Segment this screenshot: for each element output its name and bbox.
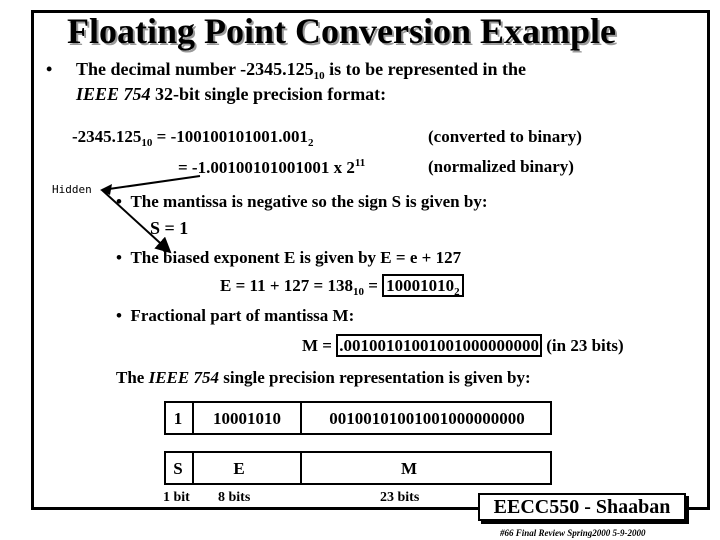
slide-footnote: #66 Final Review Spring2000 5-9-2000 [500,528,646,538]
mantissa-label: M [400,459,418,478]
arrow-to-leading-one [102,176,200,190]
exponent-calculation: $E = 11 + 127 = 138_{10} = 10001010_2$ [220,276,464,298]
sign-label: S [173,459,183,478]
sign-width-label: 1 bit [163,490,190,505]
mantissa-calculation: M = .00100101001001000000000 (in 23 bits) [302,336,624,355]
sign-value: S = 1 [150,218,189,238]
bullet-biased-exponent: • The biased exponent E is given by E = e + 127 [116,248,462,267]
intro-line-1: The decimal number $-2345.125_{10}$ is to be represented in the [76,59,526,82]
bullet-mantissa-sign: • The mantissa is negative so the sign S is given by: [116,192,488,211]
exponent-boxed-value: $10001010_2$ [382,274,464,297]
conversion-note-binary: (converted to binary) [428,127,582,146]
mantissa-width-label: 23 bits [380,490,420,505]
slide-title: Floating Point Conversion Example [67,11,617,51]
bullet-marker: • [46,59,53,79]
conversion-normalized: = -1.00100101001001 x $2^{11}$ [178,157,366,177]
intro-line-2: IEEE 754 32-bit single precision format: [76,84,387,104]
mantissa-boxed-value: .00100101001001000000000 [336,334,542,357]
exponent-bits-value: 10001010 [213,409,281,428]
mantissa-bits-value: 00100101001001000000000 [329,409,525,428]
exponent-label: E [233,459,245,478]
bullet-fractional: • Fractional part of mantissa M: [116,306,355,325]
sign-bit-value: 1 [173,409,183,428]
hidden-bit-label: Hidden [52,183,92,196]
course-label: EECC550 - Shaaban [478,493,686,521]
representation-text: The IEEE 754 single precision representation is given by: [116,368,531,387]
conversion-binary: $-2345.125_{10} = -100100101001.001_2$ [72,127,314,149]
conversion-note-normalized: (normalized binary) [428,157,574,176]
exponent-width-label: 8 bits [218,490,251,505]
